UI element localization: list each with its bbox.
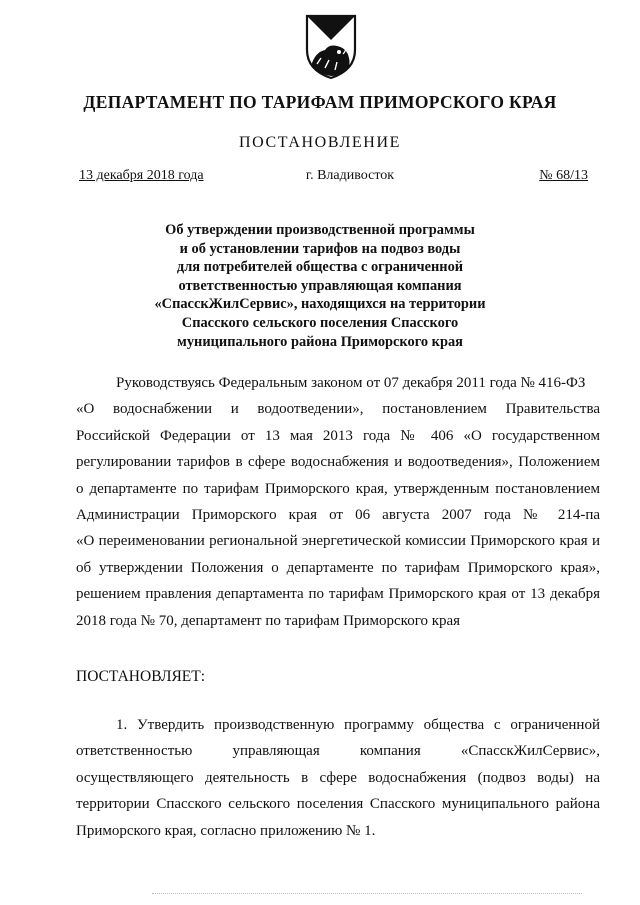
paragraph-line: Приморского края, согласно приложению № 1. xyxy=(76,822,376,839)
document-number: № 68/13 xyxy=(539,168,588,183)
paragraph-line: осуществляющего деятельность в сфере водоснабжения (подвоз воды) на xyxy=(76,769,600,786)
subject-line: ответственностью управляющая компания xyxy=(178,277,462,294)
item-1-paragraph xyxy=(76,712,600,844)
resolves-text: ПОСТАНОВЛЯЕТ: xyxy=(76,668,206,685)
paragraph-line: территории Спасского сельского поселения Спасского муниципального района xyxy=(76,796,600,813)
paragraph-line: Российской Федерации от 13 мая 2013 года № 406 «О государственном xyxy=(76,427,600,444)
subject-line: и об установлении тарифов на подвоз воды xyxy=(179,240,461,257)
paragraph-line: «О переименовании региональной энергетической комиссии Приморского края и xyxy=(76,533,600,550)
document-date: 13 декабря 2018 года xyxy=(79,168,204,183)
subject-line: Спасского сельского поселения Спасского xyxy=(181,314,459,331)
paragraph-line: Администрации Приморского края от 06 августа 2007 года № 214-па xyxy=(76,507,600,524)
paragraph-line: 2018 года № 70, департамент по тарифам Приморского края xyxy=(76,612,461,629)
paragraph-line: Руководствуясь Федеральным законом от 07 декабря 2011 года № 416-ФЗ xyxy=(116,375,586,391)
paragraph-line: ответственностью управляющая компания «СпасскЖилСервис», xyxy=(76,743,600,760)
paragraph-line: 1. Утвердить производственную программу общества с ограниченной xyxy=(116,717,600,733)
paragraph-line: «О водоснабжении и водоотведении», постановлением Правительства xyxy=(76,401,600,418)
preamble-paragraph xyxy=(76,370,600,634)
subject-line: Об утверждении производственной программы xyxy=(165,222,475,238)
scan-edge-dots xyxy=(152,893,582,896)
agency-title: ДЕПАРТАМЕНТ ПО ТАРИФАМ ПРИМОРСКОГО КРАЯ xyxy=(83,92,557,112)
document-type: ПОСТАНОВЛЕНИЕ xyxy=(239,134,401,151)
paragraph-line: решением правления департамента по тарифам Приморского края от 13 декабря xyxy=(76,586,600,603)
subject-line: муниципального района Приморского края xyxy=(177,333,463,350)
document-subject xyxy=(130,221,510,351)
subject-line: «СпасскЖилСервис», находящихся на территории xyxy=(154,296,486,313)
document-city: г. Владивосток xyxy=(305,168,395,183)
primorsky-krai-coat-of-arms-icon xyxy=(301,14,361,80)
subject-line: для потребителей общества с ограниченной xyxy=(176,259,464,276)
resolves-heading xyxy=(76,664,600,690)
paragraph-line: об утверждении Положения о департаменте по тарифам Приморского края», xyxy=(76,559,600,576)
paragraph-line: регулировании тарифов в сфере водоснабжения и водоотведения», Положением xyxy=(76,454,600,471)
paragraph-line: о департаменте по тарифам Приморского края, утвержденным постановлением xyxy=(76,480,600,497)
